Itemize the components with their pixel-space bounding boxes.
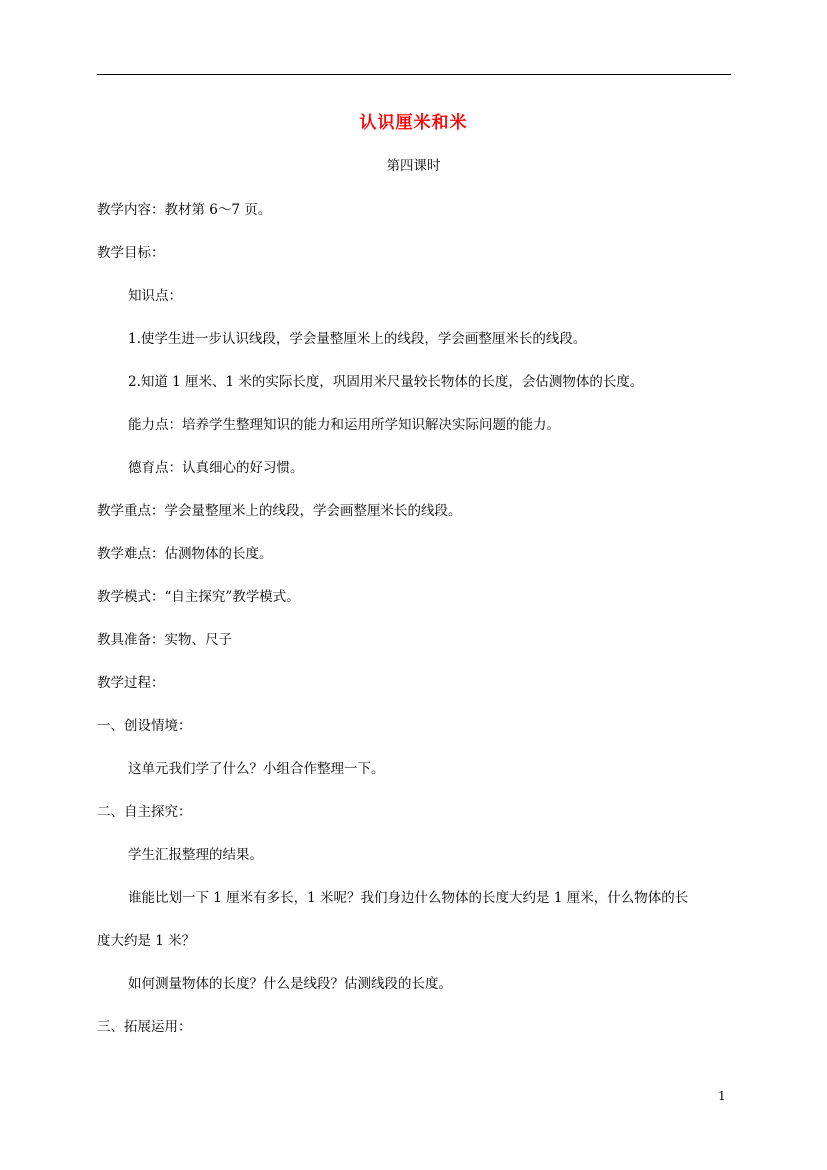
text-line-knowledge-1: 1.使学生进一步认识线段，学会量整厘米上的线段，学会画整厘米长的线段。 [128, 331, 587, 347]
section-heading-1: 一、创设情境： [97, 718, 192, 734]
text-line-teaching-content: 教学内容：教材第 6～7 页。 [97, 202, 272, 218]
document-subtitle: 第四课时 [386, 158, 441, 174]
text-line-section-2b-cont: 度大约是 1 米？ [97, 933, 196, 949]
document-title: 认识厘米和米 [359, 113, 468, 133]
text-line-difficult-points: 教学难点：估测物体的长度。 [97, 546, 273, 562]
text-line-moral-points: 德育点：认真细心的好习惯。 [128, 460, 304, 476]
text-line-key-points: 教学重点：学会量整厘米上的线段，学会画整厘米长的线段。 [97, 503, 462, 519]
text-line-teaching-process: 教学过程： [97, 675, 165, 691]
text-line-section-2b: 谁能比划一下 1 厘米有多长，1 米呢？我们身边什么物体的长度大约是 1 厘米，什么物体的长 [128, 890, 689, 906]
text-line-section-2c: 如何测量物体的长度？什么是线段？估测线段的长度。 [128, 976, 452, 992]
text-line-teaching-aids: 教具准备：实物、尺子 [97, 632, 232, 648]
text-line-section-1: 这单元我们学了什么？小组合作整理一下。 [128, 761, 385, 777]
header-rule [97, 74, 731, 75]
text-line-teaching-mode: 教学模式：“自主探究”教学模式。 [97, 589, 300, 605]
text-line-knowledge-points: 知识点： [128, 288, 182, 304]
text-line-ability-points: 能力点：培养学生整理知识的能力和运用所学知识解决实际问题的能力。 [128, 417, 560, 433]
text-line-knowledge-2: 2.知道 1 厘米、1 米的实际长度，巩固用米尺量较长物体的长度，会估测物体的长度。 [128, 374, 644, 390]
text-line-section-2a: 学生汇报整理的结果。 [128, 847, 263, 863]
text-line-teaching-goals: 教学目标： [97, 245, 165, 261]
section-heading-3: 三、拓展运用： [97, 1019, 192, 1035]
page-number: 1 [718, 1089, 726, 1103]
section-heading-2: 二、自主探究： [97, 804, 192, 820]
